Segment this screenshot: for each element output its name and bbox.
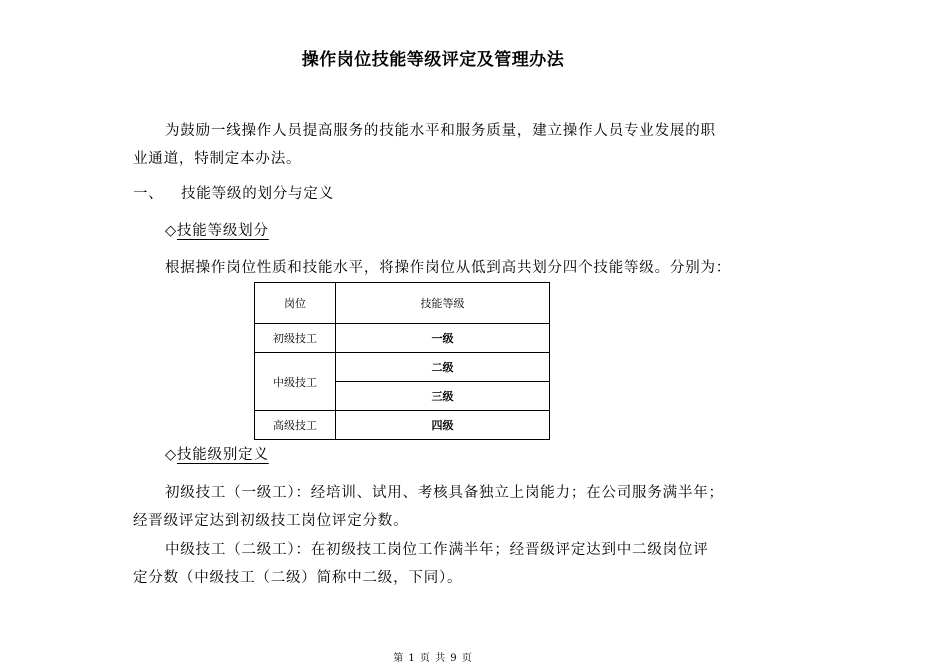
definition-1-line-2: 经晋级评定达到初级技工岗位评定分数。 — [133, 513, 409, 529]
section-1-title: 技能等级的划分与定义 — [181, 186, 334, 202]
level-cell: 四级 — [336, 411, 550, 440]
diamond-marker: ◇ — [165, 223, 177, 239]
intro-line-2: 业通道，特制定本办法。 — [133, 151, 302, 167]
document-title: 操作岗位技能等级评定及管理办法 — [301, 50, 565, 70]
post-cell: 中级技工 — [255, 353, 336, 411]
section-1-number: 一、 — [133, 186, 164, 202]
subsection-2-title: 技能级别定义 — [176, 447, 269, 463]
diamond-marker: ◇ — [165, 447, 177, 463]
skill-grade-table — [254, 282, 550, 440]
subsection-2-heading — [165, 441, 269, 469]
level-cell: 三级 — [336, 382, 550, 411]
definition-2-line-2: 定分数（中级技工（二级）简称中二级，下同）。 — [133, 570, 463, 586]
definition-1-line-1: 初级技工（一级工）：经培训、试用、考核具备独立上岗能力；在公司服务满半年； — [165, 485, 724, 501]
table-header-row — [255, 283, 550, 324]
subsection-1-heading — [165, 217, 269, 245]
table-row — [255, 324, 550, 353]
definition-2-line-1: 中级技工（二级工）：在初级技工岗位工作满半年；经晋级评定达到中二级岗位评 — [165, 542, 709, 558]
post-cell: 高级技工 — [255, 411, 336, 440]
level-cell: 二级 — [336, 353, 550, 382]
header-skill-level: 技能等级 — [336, 283, 550, 324]
table-row — [255, 411, 550, 440]
post-cell: 初级技工 — [255, 324, 336, 353]
header-post: 岗位 — [255, 283, 336, 324]
page-footer: 第 1 页 共 9 页 — [393, 653, 473, 664]
level-cell: 一级 — [336, 324, 550, 353]
table-row — [255, 353, 550, 382]
division-text: 根据操作岗位性质和技能水平，将操作岗位从低到高共划分四个技能等级。分别为： — [165, 260, 732, 276]
intro-line-1: 为鼓励一线操作人员提高服务的技能水平和服务质量，建立操作人员专业发展的职 — [165, 123, 716, 139]
subsection-1-title: 技能等级划分 — [176, 223, 269, 239]
